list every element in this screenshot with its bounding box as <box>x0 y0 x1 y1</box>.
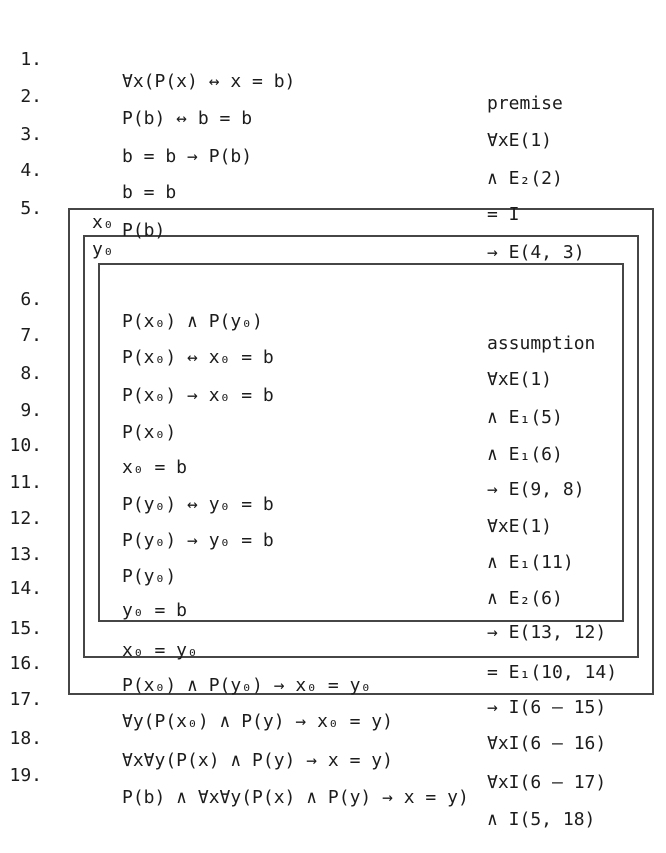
formula: y₀ = b <box>122 600 188 621</box>
line-number: 12. <box>9 508 42 529</box>
justification: ∧ E₂(2) <box>487 168 563 189</box>
justification: ∧ E₂(6) <box>487 588 563 609</box>
line-number: 13. <box>9 544 42 565</box>
justification: ∀xE(1) <box>487 516 553 537</box>
justification: → E(13, 12) <box>487 622 607 643</box>
justification: ∀xE(1) <box>487 369 553 390</box>
justification: = I <box>487 204 520 225</box>
line-number: 15. <box>9 618 42 639</box>
line-number: 14. <box>9 578 42 599</box>
justification: → E(9, 8) <box>487 479 585 500</box>
scope-label-y0: y₀ <box>92 239 114 260</box>
justification: ∧ E₁(11) <box>487 552 574 573</box>
justification: = E₁(10, 14) <box>487 662 618 683</box>
justification: ∧ E₁(6) <box>487 444 563 465</box>
formula: P(y₀) <box>122 566 177 587</box>
formula: x₀ = y₀ <box>122 640 198 661</box>
proof-line-1 <box>0 27 666 114</box>
justification: → I(6 – 15) <box>487 697 607 718</box>
formula: P(x₀) → x₀ = b <box>122 385 274 406</box>
formula: x₀ = b <box>122 457 188 478</box>
justification: ∧ I(5, 18) <box>487 809 596 830</box>
formula: P(b) ∧ ∀x∀y(P(x) ∧ P(y) → x = y) <box>122 787 469 808</box>
line-number: 4. <box>20 160 42 181</box>
proof-line-6 <box>0 267 666 354</box>
formula: P(y₀) ↔ y₀ = b <box>122 494 274 515</box>
line-number: 6. <box>20 289 42 310</box>
scope-label-x0: x₀ <box>92 212 114 233</box>
line-number: 18. <box>9 728 42 749</box>
line-number: 9. <box>20 400 42 421</box>
justification: ∀xE(1) <box>487 130 553 151</box>
line-number: 16. <box>9 653 42 674</box>
formula: b = b <box>122 182 177 203</box>
formula: P(x₀) ↔ x₀ = b <box>122 347 274 368</box>
formula: P(b) ↔ b = b <box>122 108 253 129</box>
formula: P(x₀) ∧ P(y₀) → x₀ = y₀ <box>122 675 372 696</box>
formula: P(x₀) <box>122 422 177 443</box>
line-number: 5. <box>20 198 42 219</box>
formula: P(x₀) ∧ P(y₀) <box>122 311 263 332</box>
line-number: 7. <box>20 325 42 346</box>
formula: ∀y(P(x₀) ∧ P(y) → x₀ = y) <box>122 711 393 732</box>
formula: P(y₀) → y₀ = b <box>122 530 274 551</box>
line-number: 11. <box>9 472 42 493</box>
line-number: 17. <box>9 689 42 710</box>
justification: ∧ E₁(5) <box>487 407 563 428</box>
justification: ∀xI(6 – 17) <box>487 772 607 793</box>
line-number: 2. <box>20 86 42 107</box>
formula: ∀x∀y(P(x) ∧ P(y) → x = y) <box>122 750 393 771</box>
formula: P(b) <box>122 220 166 241</box>
line-number: 8. <box>20 363 42 384</box>
justification: ∀xI(6 – 16) <box>487 733 607 754</box>
justification: assumption <box>487 333 596 354</box>
justification: premise <box>487 93 563 114</box>
line-number: 1. <box>20 49 42 70</box>
line-number: 19. <box>9 765 42 786</box>
formula: ∀x(P(x) ↔ x = b) <box>122 71 296 92</box>
line-number: 3. <box>20 124 42 145</box>
justification: → E(4, 3) <box>487 242 585 263</box>
line-number: 10. <box>9 435 42 456</box>
formula: b = b → P(b) <box>122 146 253 167</box>
